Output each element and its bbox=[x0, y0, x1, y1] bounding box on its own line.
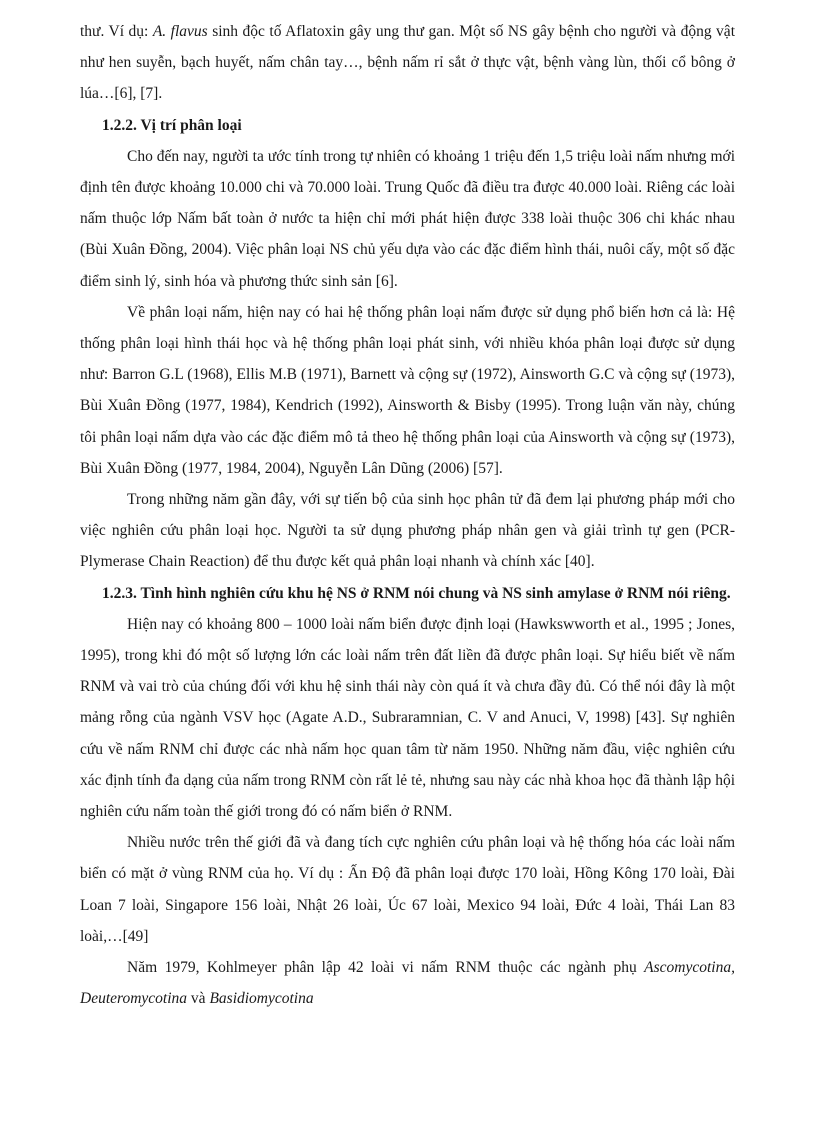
species-name: A. flavus bbox=[152, 23, 208, 40]
text-run: sinh độc tố Aflatoxin gây ung thư gan. Một số NS gây bệnh cho người và động vật như hen suyễn, bạch huyết, nấm chân tay…, bệnh nấm rỉ sắt ở thực vật, bệnh vàng lùn, thối cổ bông ở lúa…[6], [7]. bbox=[80, 23, 735, 103]
section-heading-1-2-2: 1.2.2. Vị trí phân loại bbox=[102, 116, 242, 134]
text-run: thư. Ví dụ: bbox=[80, 23, 153, 40]
paragraph-classification-systems: Về phân loại nấm, hiện nay có hai hệ thống phân loại nấm được sử dụng phổ biến hơn cả là: Hệ thống phân loại hình thái học và hệ thống phân loại phát sinh, với nhiều khóa phân loại được sử dụng như: Barron G.L (1968), Ellis M.B (1971), Barnett và cộng sự (1972), Ainsworth G.C và cộng sự (1973), Bùi Xuân Đồng (1977, 1984), Kendrich (1992), Ainsworth & Bisby (1995). Trong luận văn này, chúng tôi phân loại nấm dựa vào các đặc điểm mô tả theo hệ thống phân loại của Ainsworth và cộng sự (1973), Bùi Xuân Đồng (1977, 1984, 2004), Nguyễn Lân Dũng (2006) [57]. bbox=[80, 303, 735, 477]
paragraph-kohlmeyer bbox=[80, 952, 735, 1014]
text-run: và bbox=[187, 990, 210, 1008]
taxon-name: Ascomycotina, Deuteromycotina bbox=[80, 959, 735, 1008]
paragraph-intro bbox=[80, 16, 735, 110]
taxon-name: Basidiomycotina bbox=[209, 990, 314, 1008]
section-heading-1-2-3: 1.2.3. Tình hình nghiên cứu khu hệ NS ở RNM nói chung và NS sinh amylase ở RNM nói riêng. bbox=[102, 584, 731, 602]
paragraph-countries: Nhiều nước trên thế giới đã và đang tích cực nghiên cứu phân loại và hệ thống hóa các loài nấm biển có mặt ở vùng RNM của họ. Ví dụ : Ấn Độ đã phân loại được 170 loài, Hồng Kông 170 loài, Đài Loan 7 loài, Singapore 156 loài, Nhật 26 loài, Úc 67 loài, Mexico 94 loài, Đức 4 loài, Thái Lan 83 loài,…[49] bbox=[80, 834, 735, 945]
text-run: Năm 1979, Kohlmeyer phân lập 42 loài vi nấm RNM thuộc các ngành phụ bbox=[127, 959, 645, 977]
paragraph-classification-count: Cho đến nay, người ta ước tính trong tự nhiên có khoảng 1 triệu đến 1,5 triệu loài nấm nhưng mới định tên được khoảng 10.000 chi và 70.000 loài. Trung Quốc đã điều tra được 40.000 loài. Riêng các loài nấm thuộc lớp Nấm bất toàn ở nước ta hiện chỉ mới phát hiện được 338 loài thuộc 306 chi khác nhau (Bùi Xuân Đồng, 2004). Việc phân loại NS chủ yếu dựa vào các đặc điểm hình thái, nuôi cấy, một số đặc điểm sinh lý, sinh hóa và phương thức sinh sản [6]. bbox=[80, 147, 735, 290]
paragraph-marine-fungi: Hiện nay có khoảng 800 – 1000 loài nấm biển được định loại (Hawkswworth et al., 1995 ; Jones, 1995), trong khi đó một số lượng lớn các loài nấm trên đất liền đã được phân loại. Sự hiểu biết về nấm RNM và vai trò của chúng đối với khu hệ sinh thái này còn quá ít và chưa đầy đủ. Có thể nói đây là một mảng rỗng của ngành VSV học (Agate A.D., Subraramnian, C. V and Anuci, V, 1998) [43]. Sự nghiên cứu về nấm RNM chỉ được các nhà nấm học quan tâm từ năm 1950. Những năm đầu, việc nghiên cứu xác định tính đa dạng của nấm trong RNM còn rất lẻ tẻ, nhưng sau này các nhà khoa học đã thành lập hội nghiên cứu nấm toàn thế giới trong đó có nấm biển ở RNM. bbox=[80, 615, 735, 821]
document-page bbox=[80, 16, 735, 1015]
paragraph-molecular-methods: Trong những năm gần đây, với sự tiến bộ của sinh học phân tử đã đem lại phương pháp mới cho việc nghiên cứu phân loại học. Người ta sử dụng phương pháp nhân gen và giải trình tự gen (PCR-Plymerase Chain Reaction) để thu được kết quả phân loại nhanh và chính xác [40]. bbox=[80, 491, 735, 571]
